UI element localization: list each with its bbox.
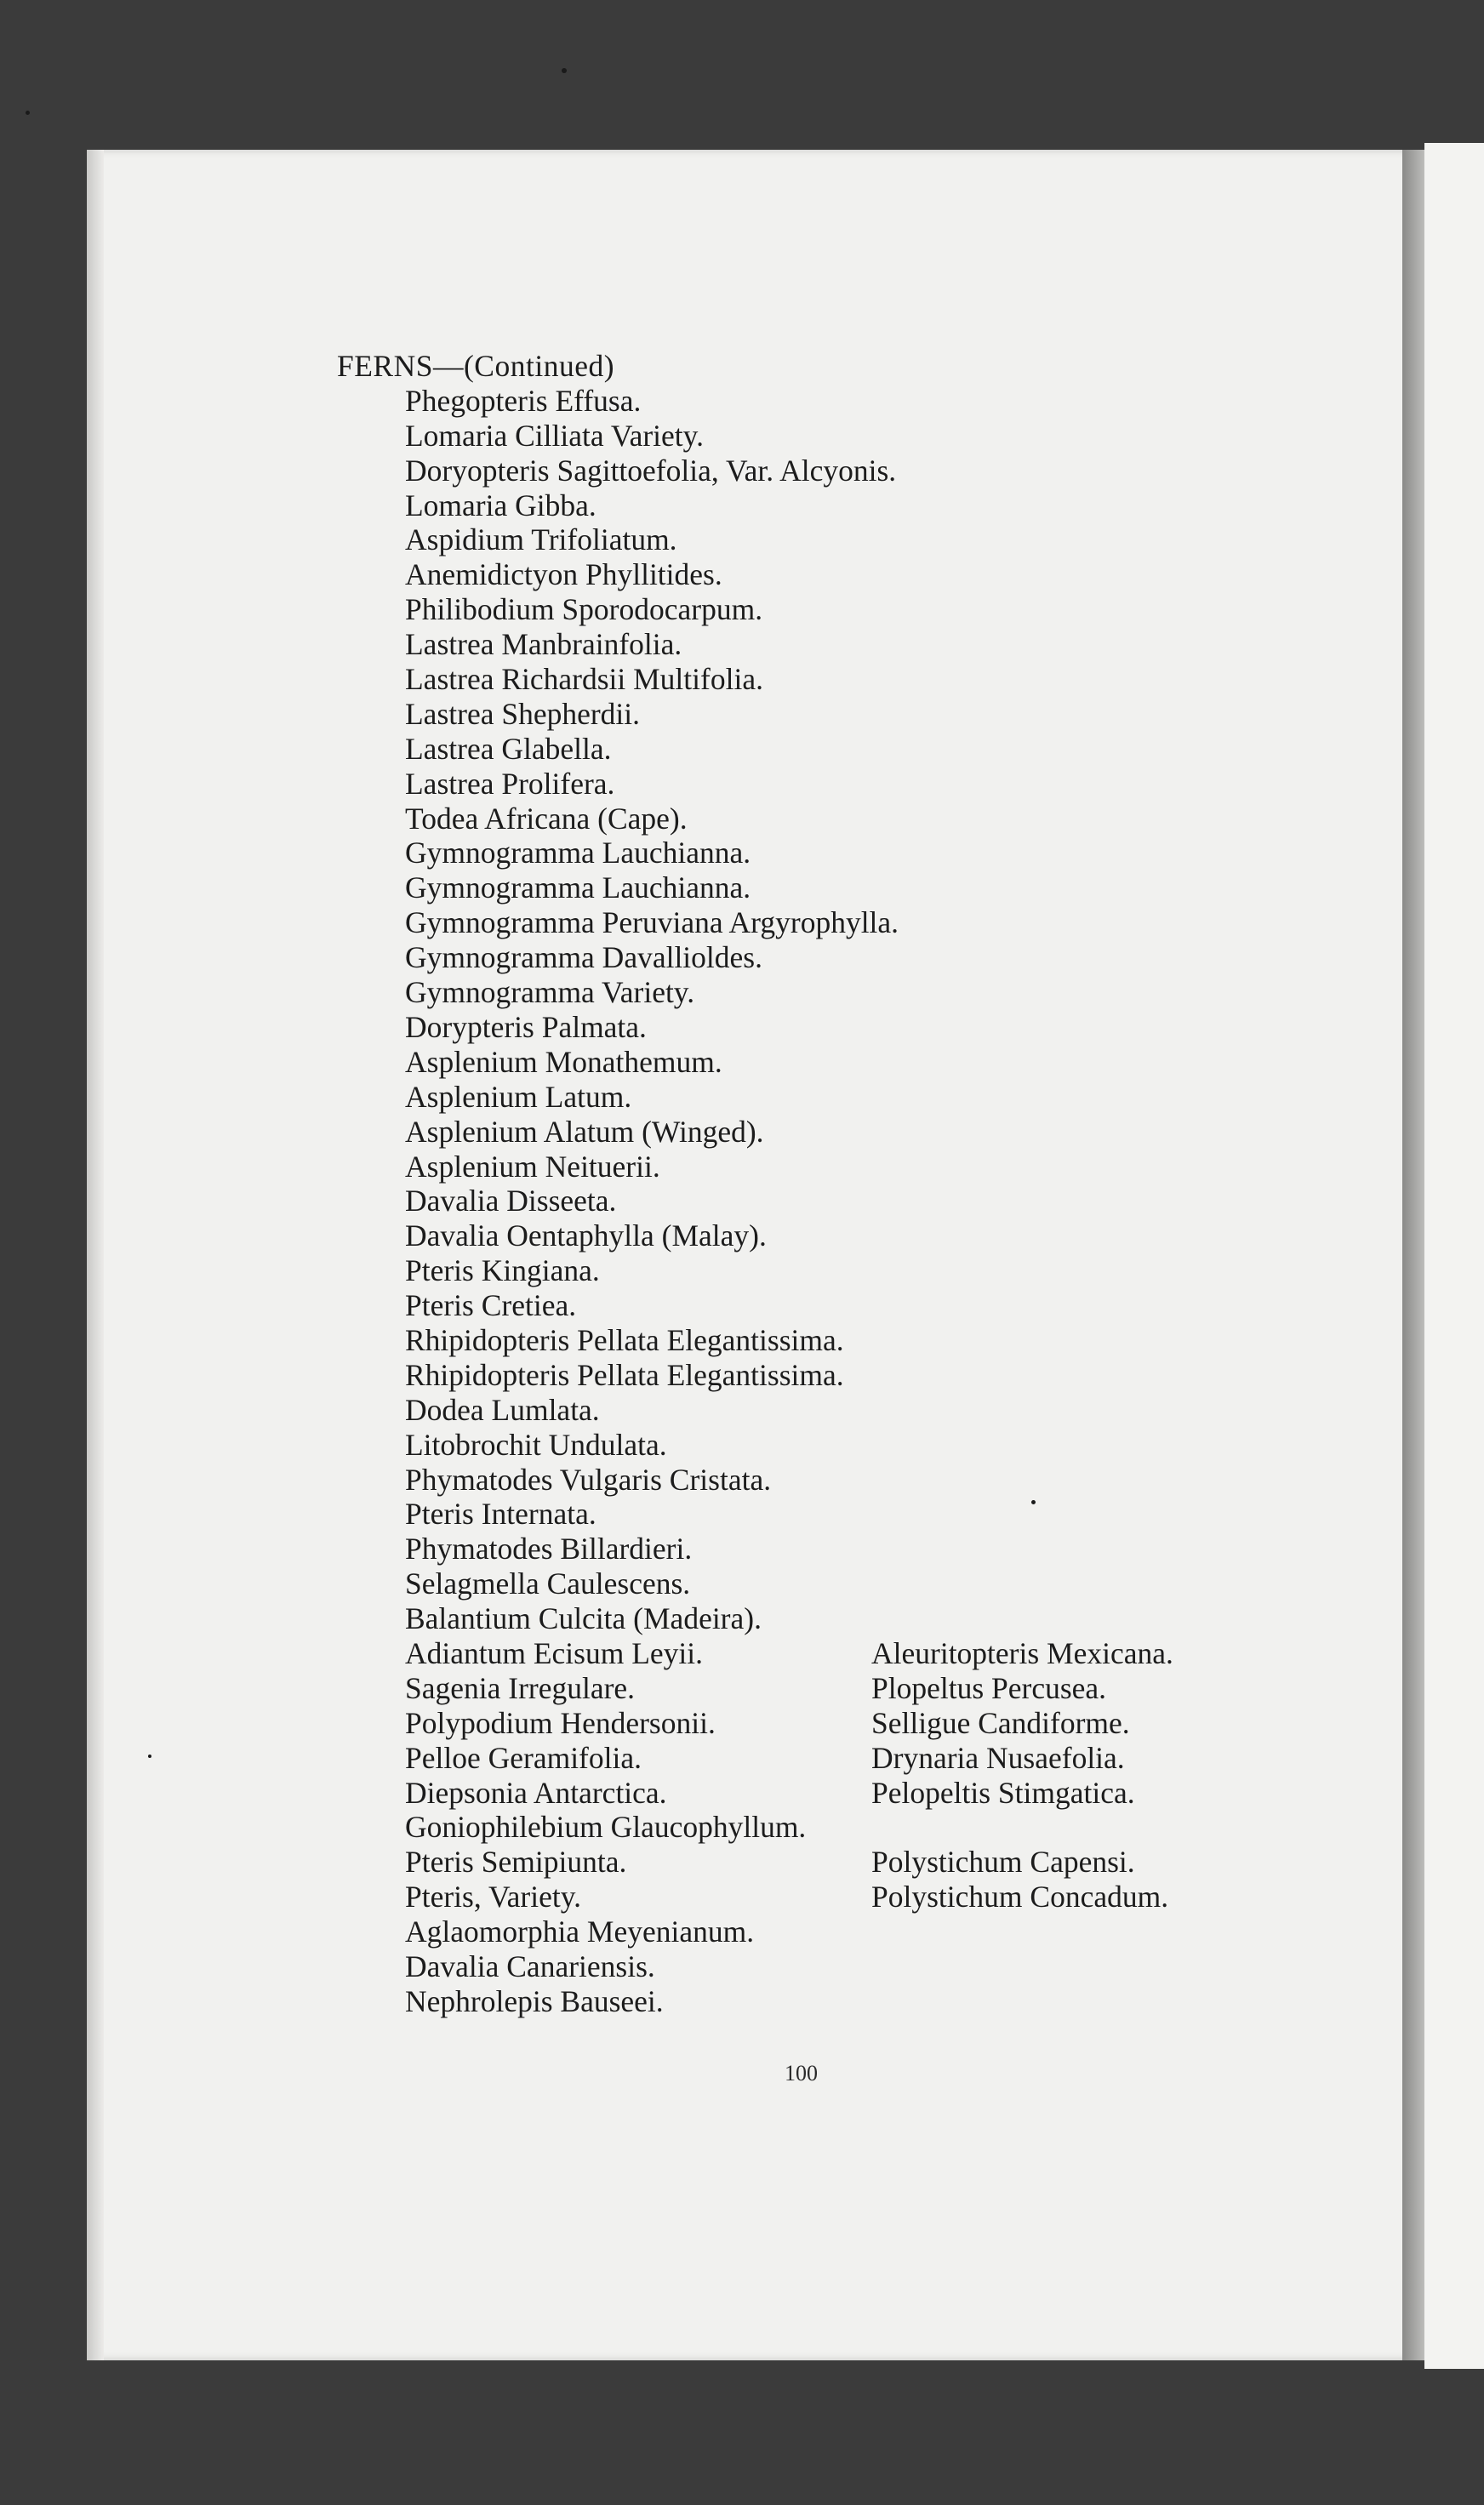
fern-entry-left: Phymatodes Vulgaris Cristata. [405,1462,772,1497]
fern-entry-right: Pelopeltis Stimgatica. [871,1775,1135,1810]
fern-entry-row [405,522,1173,557]
fern-entry-row [405,1880,1173,1914]
fern-entry-right: Polystichum Concadum. [871,1880,1169,1914]
fern-entry-left: Lomaria Gibba. [405,488,596,522]
fern-entry-row [405,557,1173,592]
fern-entry-row [405,1845,1173,1880]
fern-entry-right: Polystichum Capensi. [871,1845,1135,1880]
fern-entry-left: Pteris, Variety. [405,1880,582,1914]
fern-entry-left: Lastrea Shepherdii. [405,696,641,731]
fern-entry-left: Todea Africana (Cape). [405,801,688,836]
fern-entry-row [405,1253,1173,1288]
fern-entry-row [405,1601,1173,1636]
fern-entry-left: Philibodium Sporodocarpum. [405,592,763,627]
fern-entry-left: Pteris Semipiunta. [405,1845,627,1880]
fern-entry-left: Aspidium Trifoliatum. [405,522,677,557]
fern-entry-right: Aleuritopteris Mexicana. [871,1635,1173,1670]
fern-entry-row [405,1497,1173,1532]
fern-entry-left: Phymatodes Billardieri. [405,1532,693,1566]
fern-entry-row [405,1741,1173,1776]
fern-entry-left: Dorypteris Palmata. [405,1009,647,1044]
fern-entry-left: Gymnogramma Lauchianna. [405,870,751,905]
fern-entry-left: Gymnogramma Peruviana Argyrophylla. [405,905,899,940]
fern-entry-row [405,662,1173,697]
fern-entry-left: Gymnogramma Lauchianna. [405,836,751,870]
fern-entry-left: Lomaria Cilliata Variety. [405,418,704,453]
fern-entry-left: Nephrolepis Bauseei. [405,1983,664,2018]
fern-entry-row [405,1566,1173,1601]
fern-entry-left: Lastrea Manbrainfolia. [405,627,682,662]
fern-entry-row [405,1706,1173,1741]
dust-speck [562,68,567,73]
fern-entry-row [405,767,1173,802]
dust-speck [148,1755,151,1758]
fern-entry-row [405,732,1173,767]
fern-entry-row [405,802,1173,836]
fern-entry-left: Doryopteris Sagittoefolia, Var. Alcyonis. [405,453,897,488]
fern-entry-row [405,1045,1173,1080]
fern-entry-row [405,1288,1173,1323]
fern-entry-row [405,1358,1173,1393]
fern-entry-left: Anemidictyon Phyllitides. [405,557,722,592]
fern-entry-left: Asplenium Latum. [405,1079,632,1114]
fern-entry-row [405,592,1173,627]
fern-entry-right: Drynaria Nusaefolia. [871,1740,1125,1775]
fern-entry-row [405,1949,1173,1984]
fern-entry-row [405,1010,1173,1045]
fern-entry-row [405,1532,1173,1566]
fern-entry-row [405,1914,1173,1949]
fern-entry-right: Plopeltus Percusea. [871,1670,1107,1705]
fern-entry-row [405,905,1173,940]
dust-speck [1031,1500,1036,1504]
fern-entry-row [405,1080,1173,1115]
section-heading: FERNS—(Continued) [337,349,615,383]
dust-speck [26,111,30,115]
fern-entry-left: Pelloe Geramifolia. [405,1740,642,1775]
fern-entry-left: Dodea Lumlata. [405,1392,600,1427]
fern-entry-row [405,1218,1173,1253]
fern-entry-left: Sagenia Irregulare. [405,1670,636,1705]
fern-entry-left: Phegopteris Effusa. [405,383,642,418]
fern-entry-left: Selagmella Caulescens. [405,1566,691,1601]
next-page-edge [1402,150,1424,2360]
fern-entry-left: Davalia Canariensis. [405,1949,655,1983]
fern-entry-row [405,975,1173,1010]
fern-entry-left: Gymnogramma Variety. [405,975,695,1010]
fern-entry-row [405,1323,1173,1358]
fern-entry-left: Lastrea Glabella. [405,731,612,766]
fern-entry-left: Pteris Cretiea. [405,1288,577,1323]
fern-entry-left: Lastrea Prolifera. [405,766,615,801]
ferns-list-block [337,349,1173,2019]
fern-entry-left: Pteris Internata. [405,1497,596,1532]
fern-entry-row [405,384,1173,419]
next-page-sliver [1424,143,1484,2369]
fern-entry-left: Davalia Disseeta. [405,1184,617,1218]
fern-entry-row [405,870,1173,905]
fern-entry-row [405,697,1173,732]
fern-entry-left: Polypodium Hendersonii. [405,1705,716,1740]
fern-entry-left: Asplenium Neituerii. [405,1149,660,1184]
fern-entry-left: Aglaomorphia Meyenianum. [405,1914,755,1949]
fern-entry-row [405,454,1173,488]
fern-entry-left: Diepsonia Antarctica. [405,1775,667,1810]
fern-entry-row [405,627,1173,662]
fern-entry-row [405,836,1173,870]
fern-entries [405,384,1173,2019]
page-gutter-shadow [87,150,104,2360]
fern-entry-row [405,488,1173,523]
fern-entry-left: Rhipidopteris Pellata Elegantissima. [405,1322,844,1357]
fern-entry-row [405,1428,1173,1463]
fern-entry-row [405,1636,1173,1671]
fern-entry-row [405,1393,1173,1428]
fern-entry-row [405,1984,1173,2019]
fern-entry-left: Davalia Oentaphylla (Malay). [405,1218,767,1253]
fern-entry-row [405,1463,1173,1498]
fern-entry-left: Asplenium Alatum (Winged). [405,1114,764,1149]
fern-entry-row [405,1184,1173,1218]
fern-entry-row [405,1671,1173,1706]
fern-entry-row [405,1776,1173,1811]
fern-entry-left: Goniophilebium Glaucophyllum. [405,1810,807,1845]
fern-entry-left: Balantium Culcita (Madeira). [405,1601,762,1636]
fern-entry-row [405,1810,1173,1845]
fern-entry-left: Adiantum Ecisum Leyii. [405,1635,704,1670]
fern-entry-left: Lastrea Richardsii Multifolia. [405,662,763,697]
fern-entry-left: Litobrochit Undulata. [405,1427,667,1462]
fern-entry-left: Rhipidopteris Pellata Elegantissima. [405,1357,844,1392]
fern-entry-left: Pteris Kingiana. [405,1253,600,1288]
fern-entry-right: Selligue Candiforme. [871,1705,1130,1740]
fern-entry-row [405,1115,1173,1150]
fern-entry-left: Gymnogramma Davallioldes. [405,940,762,975]
fern-entry-row [405,1150,1173,1184]
fern-entry-row [405,940,1173,975]
fern-entry-row [405,419,1173,454]
fern-entry-left: Asplenium Monathemum. [405,1044,722,1079]
page-number: 100 [785,2061,818,2086]
